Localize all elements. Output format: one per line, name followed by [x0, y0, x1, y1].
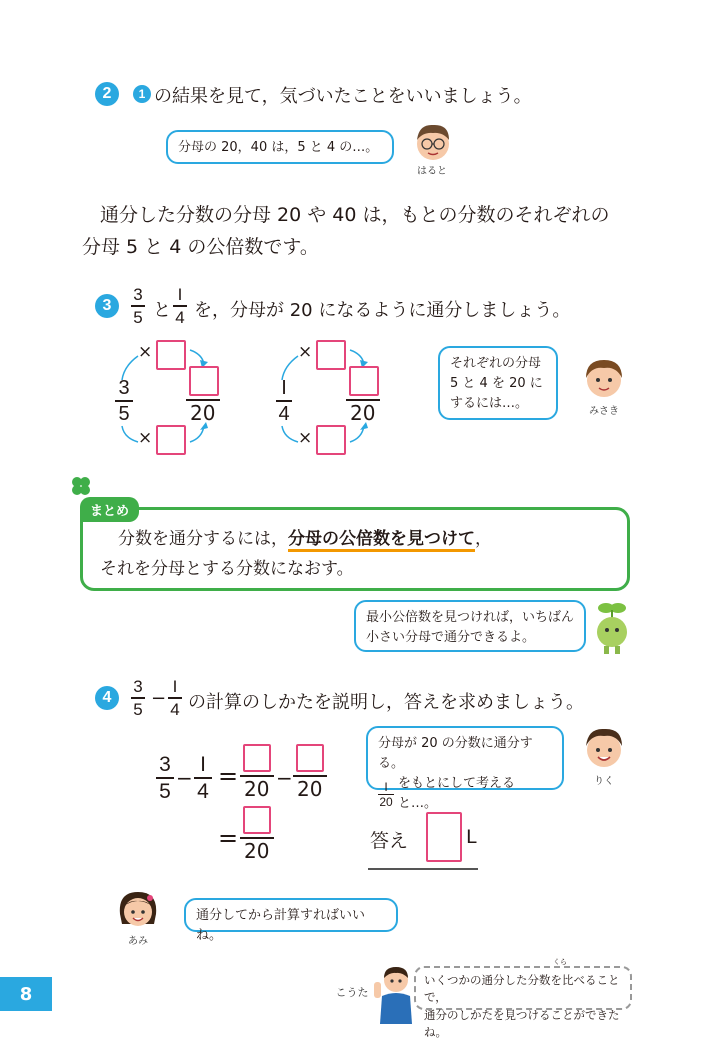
q3-right-numerator-box[interactable] — [349, 366, 379, 396]
matome-line1-post: ， — [475, 529, 492, 549]
q4-eq-frac1-num: 3 — [159, 754, 171, 775]
q4-answer-label: 答え — [370, 826, 408, 853]
q4-eq-minus2: − — [276, 766, 293, 790]
misaki-name: みさき — [574, 402, 634, 417]
q4-eq-minus1: − — [176, 766, 193, 790]
kouta-avatar — [372, 964, 416, 1024]
haruto-bubble — [166, 130, 394, 164]
sprout-character — [594, 600, 630, 656]
riku-bubble-line1: 分母が 20 の分数に通分する。 — [378, 734, 552, 774]
q4-eq-num-box1[interactable] — [243, 744, 271, 772]
kouta-name: こうた — [322, 984, 382, 1000]
q3-left-times-top: × — [138, 342, 152, 362]
kouta-ruby: くら — [553, 957, 567, 967]
q3-frac-3-5 — [131, 286, 145, 326]
q4-eq-den1: 20 — [244, 777, 269, 801]
page-number: 8 — [0, 977, 52, 1011]
q4-frac-1-4 — [168, 678, 182, 718]
q4-frac1-den: 5 — [133, 701, 142, 718]
q4-eq-equals1: = — [218, 762, 238, 790]
q4-eq-equals2: = — [218, 824, 238, 852]
misaki-bubble-line3: するには…。 — [450, 394, 546, 414]
matome-line1-pre: 分数を通分するには， — [118, 529, 288, 549]
haruto-name: はると — [402, 162, 462, 177]
ami-bubble-text: 通分してから計算すればいいね。 — [196, 908, 365, 943]
riku-bubble-frac-num: I — [384, 781, 387, 793]
q3-and: と — [153, 296, 171, 322]
ami-name: あみ — [108, 932, 168, 947]
riku-bubble-frac-den: 20 — [379, 796, 392, 808]
q4-frac1-num: 3 — [133, 678, 142, 695]
q3-right-multiplier-top-box[interactable] — [316, 340, 346, 370]
kouta-bubble-line2: 通分のしかたを見つけることができたね。 — [424, 1007, 622, 1041]
kouta-bubble — [414, 966, 632, 1010]
ami-avatar — [116, 888, 160, 932]
q3-left-num: 3 — [118, 378, 129, 398]
q3-left-den: 5 — [118, 404, 129, 424]
q3-left-frac — [115, 378, 133, 424]
matome-tab: まとめ — [80, 497, 139, 522]
q4-answer-unit: L — [466, 826, 477, 848]
misaki-bubble-line1: それぞれの分母 — [450, 354, 546, 374]
misaki-bubble — [438, 346, 558, 420]
q4-eq-den3: 20 — [244, 839, 269, 863]
q4-answer-underline — [368, 868, 478, 870]
q3-right-multiplier-bottom-box[interactable] — [316, 425, 346, 455]
q3-right-frac — [276, 378, 292, 424]
sprout-bubble-line2: 小さい分母で通分できるよ。 — [366, 628, 574, 648]
q3-frac2-num: I — [178, 286, 183, 303]
q3-left-den20: 20 — [190, 401, 215, 425]
q3-frac1-den: 5 — [133, 309, 142, 326]
q4-eq-num-box2[interactable] — [296, 744, 324, 772]
q4-frac-3-5 — [131, 678, 145, 718]
riku-bubble-frac — [378, 781, 394, 809]
q3-left-times-bottom: × — [138, 428, 152, 448]
riku-bubble-line2: をもとにして考えると…。 — [398, 774, 552, 814]
q3-right-times-bottom: × — [298, 428, 312, 448]
riku-bubble — [366, 726, 564, 790]
q4-eq-num-box3[interactable] — [243, 806, 271, 834]
ami-bubble — [184, 898, 398, 932]
q4-minus: − — [151, 688, 166, 709]
q4-eq-frac-3-5 — [156, 754, 174, 802]
matome-line1 — [118, 524, 492, 549]
q3-right-times-top: × — [298, 342, 312, 362]
q4-eq-den2: 20 — [297, 777, 322, 801]
q3-right-den20: 20 — [350, 401, 375, 425]
q4-eq-frac1-den: 5 — [159, 781, 171, 802]
misaki-bubble-line2: 5 と 4 を 20 に — [450, 374, 546, 394]
q3-frac1-num: 3 — [133, 286, 142, 303]
sprout-bubble — [354, 600, 586, 652]
clover-icon — [70, 475, 92, 497]
q3-left-multiplier-bottom-box[interactable] — [156, 425, 186, 455]
q4-answer-box[interactable] — [426, 812, 462, 862]
q2-text: の結果を見て，気づいたことをいいましょう。 — [154, 82, 532, 108]
q4-eq-frac2-den: 4 — [197, 781, 209, 802]
riku-avatar — [580, 724, 628, 772]
q4-eq-frac-1-4 — [194, 754, 212, 802]
question-ref-1: 1 — [133, 85, 151, 103]
haruto-avatar — [411, 120, 455, 164]
misaki-avatar — [580, 354, 628, 402]
q2-answer-line2: 分母 5 と 4 の公倍数です。 — [82, 232, 319, 259]
q4-eq-frac2-num: I — [200, 754, 206, 775]
q4-frac2-num: I — [173, 678, 178, 695]
q3-right-den: 4 — [278, 404, 289, 424]
q3-right-num: I — [281, 378, 287, 398]
q3-left-numerator-box[interactable] — [189, 366, 219, 396]
question-number-2: 2 — [95, 82, 119, 106]
riku-name: りく — [574, 772, 634, 787]
matome-key-phrase: 分母の公倍数を見つけて — [288, 529, 475, 552]
question-number-3: 3 — [95, 294, 119, 318]
haruto-bubble-text: 分母の 20，40 は，5 と 4 の…。 — [178, 140, 378, 155]
matome-line2: それを分母とする分数になおす。 — [100, 554, 354, 579]
q3-left-multiplier-top-box[interactable] — [156, 340, 186, 370]
q3-text: を，分母が 20 になるように通分しましょう。 — [194, 296, 570, 322]
q4-text: の計算のしかたを説明し，答えを求めましょう。 — [188, 688, 584, 714]
q4-frac2-den: 4 — [170, 701, 179, 718]
q2-answer-line1: 通分した分数の分母 20 や 40 は，もとの分数のそれぞれの — [100, 200, 610, 227]
question-number-4: 4 — [95, 686, 119, 710]
q3-frac2-den: 4 — [175, 309, 184, 326]
kouta-bubble-line1: いくつかの通分した分数を比べることで， — [424, 972, 622, 1007]
sprout-bubble-line1: 最小公倍数を見つければ，いちばん — [366, 608, 574, 628]
q3-frac-1-4 — [173, 286, 187, 326]
